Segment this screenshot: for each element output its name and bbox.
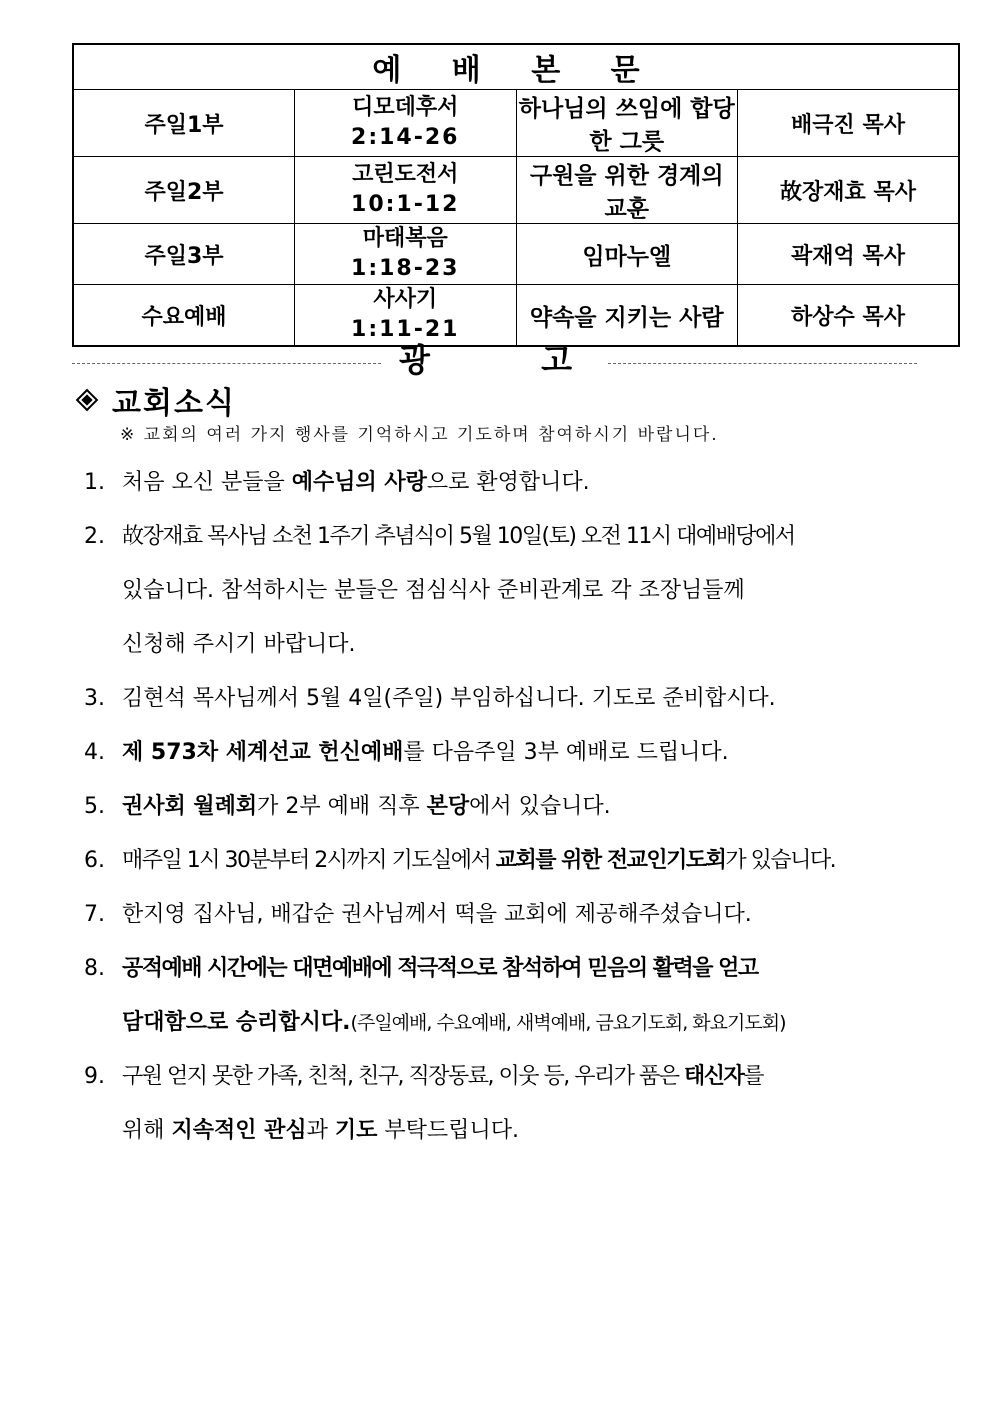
item-number: 6. [84,848,105,873]
scripture-ref: 2:14-26 [351,125,460,150]
list-item [84,834,864,888]
text-span: 부탁드립니다. [377,1118,519,1143]
service-name: 수요예배 [73,285,295,347]
sermon-title: 하나님의 쓰임에 합당한 그릇 [516,90,738,157]
preacher: 배극진 목사 [738,90,960,157]
scripture-book: 사사기 [373,287,438,312]
church-news-label: 교회소식 [112,386,236,421]
item-text: 한지영 집사님, 배갑순 권사님께서 떡을 교회에 제공해주셨습니다. [122,902,752,927]
list-item [84,672,864,726]
scripture-book: 디모데후서 [352,95,459,120]
scripture-book: 마태복음 [362,226,448,251]
scripture-ref: 1:11-21 [351,317,460,342]
highlight-text: 지속적인 관심 [171,1118,307,1143]
item-text [122,780,864,834]
highlight-text: 본당 [426,794,470,819]
sermon-title: 구원을 위한 경계의 교훈 [516,157,738,224]
worship-row [73,224,959,285]
item-number: 5. [84,794,105,819]
text-line [122,996,864,1050]
worship-table [72,43,960,347]
text-span: 가 있습니다. [725,848,836,873]
text-span: 를 다음주일 3부 예배로 드립니다. [403,740,729,765]
list-item [84,888,864,942]
text-line [122,1104,864,1158]
item-text [122,1050,864,1158]
church-news-heading [72,380,236,420]
text-span: 를 [743,1064,763,1089]
list-item [84,780,864,834]
text-line: 신청해 주시기 바랍니다. [122,632,356,657]
text-line: 있습니다. 참석하시는 분들은 점심식사 준비관계로 각 조장님들께 [122,578,745,603]
text-span: 구원 얻지 못한 가족, 친척, 친구, 직장동료, 이웃 등, 우리가 품은 [122,1064,684,1089]
item-number: 9. [84,1064,105,1089]
highlight-text: 공적예배 시간에는 대면예배에 적극적으로 참석하여 믿음의 활력을 얻고 [122,956,758,981]
scripture-ref: 1:18-23 [351,256,460,281]
list-item [84,726,864,780]
item-text [122,834,864,888]
item-number: 7. [84,902,105,927]
service-name: 주일2부 [73,157,295,224]
text-span: 처음 오신 분들을 [122,470,292,495]
preacher: 故장재효 목사 [738,157,960,224]
announcement-list [84,456,864,1158]
highlight-text: 제 573차 세계선교 헌신예배 [122,740,404,765]
item-text [122,942,864,1050]
item-text: 김현석 목사님께서 5월 4일(주일) 부임하십니다. 기도로 준비합시다. [122,686,776,711]
item-number: 4. [84,740,105,765]
text-span: 매주일 1시 30분부터 2시까지 기도실에서 [122,848,496,873]
sermon-title: 임마누엘 [516,224,738,285]
sermon-title: 약속을 지키는 사람 [516,285,738,347]
item-number: 1. [84,470,105,495]
item-number: 3. [84,686,105,711]
highlight-text: 기도 [334,1118,378,1143]
scripture [295,157,517,224]
list-item [84,456,864,510]
item-number: 2. [84,524,105,549]
worship-title: 예 배 본 문 [73,44,959,90]
text-line: 故장재효 목사님 소천 1주기 추념식이 5월 10일(토) 오전 11시 대예배당에서 [122,524,795,549]
highlight-text: 담대함으로 승리합시다. [122,1010,351,1035]
highlight-text: 예수님의 사랑 [291,470,427,495]
diamond-icon [76,389,98,411]
text-span: 으로 환영합니다. [426,470,590,495]
highlight-text: 태신자 [683,1064,744,1089]
highlight-text: 전교인기도회 [606,848,726,873]
highlight-text: 권사회 월례회 [122,794,258,819]
item-number: 8. [84,956,105,981]
highlight-text: 교회를 위한 [495,848,607,873]
scripture-book: 고린도전서 [352,162,459,187]
announcements-heading [72,340,917,379]
list-item [84,942,864,1050]
scripture [295,90,517,157]
announcements-title: 광 고 [399,341,622,379]
worship-row [73,157,959,224]
text-span: 과 [306,1118,335,1143]
divider-left [72,363,381,364]
service-name: 주일3부 [73,224,295,285]
item-text [122,726,864,780]
text-span: (주일예배, 수요예배, 새벽예배, 금요기도회, 화요기도회) [350,1012,786,1034]
text-line [122,1050,864,1104]
list-item [84,1050,864,1158]
list-item [84,510,864,672]
divider-right [608,363,917,364]
preacher: 곽재억 목사 [738,224,960,285]
item-text [122,510,864,672]
text-span: 에서 있습니다. [469,794,611,819]
scripture-ref: 10:1-12 [351,192,460,217]
text-span: 위해 [122,1118,172,1143]
worship-row [73,90,959,157]
service-name: 주일1부 [73,90,295,157]
text-span: 가 2부 예배 직후 [257,794,427,819]
preacher: 하상수 목사 [738,285,960,347]
church-news-note: ※ 교회의 여러 가지 행사를 기억하시고 기도하며 참여하시기 바랍니다. [120,425,719,445]
scripture [295,224,517,285]
item-text [122,456,864,510]
